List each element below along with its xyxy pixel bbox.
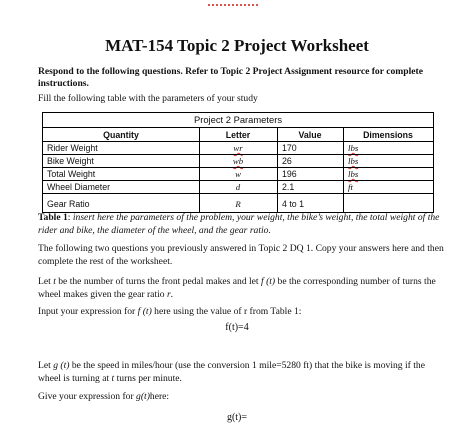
- fill-prompt: Fill the following table with the parameters of your study: [38, 93, 258, 104]
- cell-letter: d: [235, 182, 241, 192]
- table-rule: [43, 193, 433, 194]
- header-dimensions: Dimensions: [363, 130, 413, 140]
- parameters-table: [42, 112, 434, 213]
- text: Input your expression for: [38, 306, 138, 317]
- var-t: t: [53, 276, 56, 287]
- var-g-of-t: g (t): [53, 360, 70, 371]
- paragraph-give-g: [38, 391, 448, 404]
- text: here using the value of r from Table 1:: [151, 306, 302, 317]
- header-letter: Letter: [225, 130, 251, 140]
- cell-letter: R: [235, 199, 241, 209]
- cell-letter: wb: [232, 156, 244, 166]
- table-label-suffix: :: [67, 212, 73, 223]
- var-f-of-t: f (t): [261, 276, 276, 287]
- paragraph-define-g: [38, 360, 448, 385]
- paragraph-input-f: [38, 306, 448, 319]
- answer-f-of-t: f(t)=4: [225, 322, 249, 333]
- text: be the corresponding number of turns the wheel makes given the gear ratio: [38, 276, 436, 300]
- header-value: Value: [298, 130, 322, 140]
- cell-quantity: Total Weight: [47, 169, 96, 179]
- text: here:: [149, 391, 170, 402]
- text: Let: [38, 360, 54, 371]
- var-g-of-t: g(t): [136, 391, 150, 402]
- text: be the speed in miles/hour (use the conversion 1 mile=5280 ft) that the bike is moving if the wheel is turning at: [38, 360, 425, 384]
- table-label: Table 1: [38, 212, 68, 223]
- var-r: r: [166, 288, 171, 300]
- table-caption: Project 2 Parameters: [193, 114, 283, 125]
- text: .: [170, 288, 174, 300]
- cell-value: 4 to 1: [282, 199, 305, 209]
- cell-quantity: Bike Weight: [47, 156, 94, 166]
- cell-value: 26: [282, 156, 292, 166]
- cell-value: 2.1: [282, 182, 295, 192]
- text: Give your expression for: [38, 391, 137, 402]
- text: turns per minute.: [114, 372, 182, 384]
- answer-g-of-t: g(t)=: [226, 412, 248, 423]
- cell-value: 170: [282, 143, 297, 153]
- cell-dimension: lbs: [348, 143, 359, 153]
- var-f-of-t: f (t): [137, 306, 152, 317]
- paragraph-define-t: [38, 276, 448, 301]
- cell-dimension: ft: [348, 182, 353, 192]
- cell-letter: w: [235, 169, 241, 179]
- cell-letter: wr: [233, 143, 243, 153]
- cell-dimension: lbs: [348, 156, 359, 166]
- cell-value: 196: [282, 169, 297, 179]
- page-title: MAT-154 Topic 2 Project Worksheet: [105, 36, 369, 55]
- var-t: t: [111, 372, 115, 384]
- cell-quantity: Wheel Diameter: [47, 182, 111, 192]
- instructions: Respond to the following questions. Refer to Topic 2 Project Assignment resource for complete instructions.: [38, 66, 423, 89]
- cell-quantity: Gear Ratio: [47, 199, 90, 209]
- cell-quantity: Rider Weight: [47, 143, 98, 153]
- text: be the number of turns the front pedal makes and let: [55, 276, 261, 287]
- text: Let: [38, 276, 54, 287]
- table-header-row: [43, 129, 433, 141]
- paragraph-copy-answers: The following two questions you previously answered in Topic 2 DQ 1. Copy your answers here and then complete the rest of the worksheet.: [38, 243, 444, 267]
- table-row: [43, 198, 433, 210]
- header-quantity: Quantity: [103, 130, 139, 140]
- table-row: [43, 168, 433, 180]
- table-rule: [43, 127, 433, 128]
- table-row: [43, 155, 433, 167]
- cropped-header-marks: [208, 0, 258, 6]
- table-row: [43, 142, 433, 154]
- table-caption-text: [38, 212, 448, 237]
- table-row: [43, 181, 433, 193]
- cell-dimension: lbs: [348, 169, 359, 179]
- table-description: insert here the parameters of the problem, your weight, the bike’s weight, the total weight of the rider and bike, the diameter of the wheel, and the gear ratio.: [38, 212, 440, 236]
